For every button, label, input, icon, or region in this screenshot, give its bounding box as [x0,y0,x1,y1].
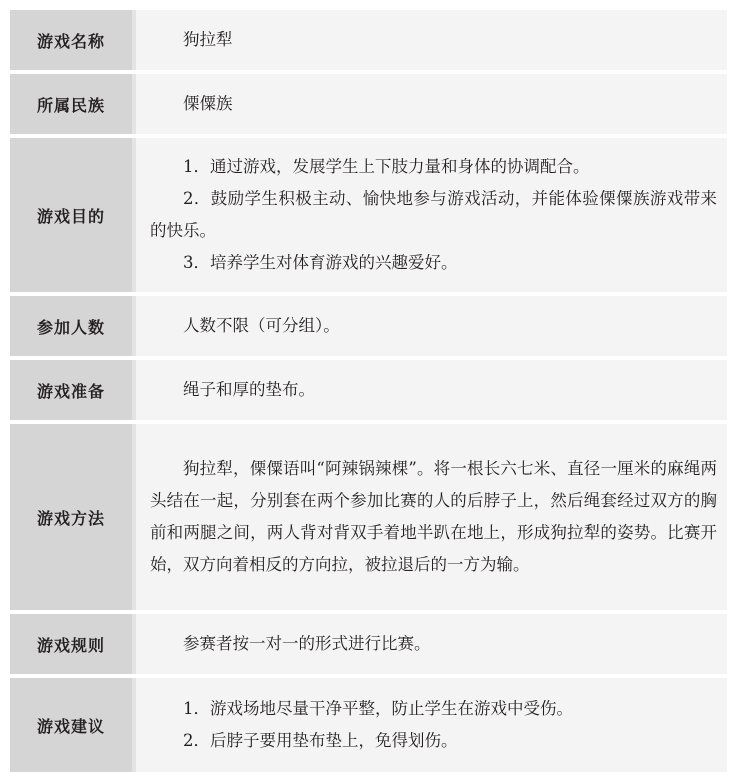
label-participants: 参加人数 [10,296,132,356]
purpose-item-1: 1．通过游戏，发展学生上下肢力量和身体的协调配合。 [183,157,590,176]
suggestion-item-2: 2．后脖子要用垫布垫上，免得划伤。 [183,731,458,750]
label-rules: 游戏规则 [10,614,132,674]
label-game-purpose: 游戏目的 [10,138,132,292]
label-method: 游戏方法 [10,424,132,610]
purpose-item-3: 3．培养学生对体育游戏的兴趣爱好。 [183,253,458,272]
row-game-purpose [10,138,727,292]
label-game-name: 游戏名称 [10,10,132,70]
value-ethnic-group [136,74,727,134]
label-ethnic-group: 所属民族 [10,74,132,134]
method-paragraph: 狗拉犁，傈僳语叫“阿辣锅辣棵”。将一根长六七米、直径一厘米的麻绳两头结在一起，分别套在两个参加比赛的人的后脖子上，然后绳套经过双方的胸前和两腿之间，两人背对背双手着地半趴在地上，形成狗拉犁的姿势。比赛开始，双方向着相反的方向拉，被拉退后的一方为输。 [150,459,717,574]
row-game-name [10,10,727,70]
value-rules [136,614,727,674]
value-suggestions [136,678,727,772]
text-line: 狗拉犁 [183,30,233,49]
row-preparation [10,360,727,420]
value-game-name [136,10,727,70]
row-participants [10,296,727,356]
label-suggestions: 游戏建议 [10,678,132,772]
text-line: 人数不限（可分组）。 [183,316,340,335]
value-preparation [136,360,727,420]
label-preparation: 游戏准备 [10,360,132,420]
row-ethnic-group [10,74,727,134]
text-line: 傈僳族 [183,94,233,113]
value-method [136,424,727,610]
purpose-item-2: 2．鼓励学生积极主动、愉快地参与游戏活动，并能体验傈僳族游戏带来的快乐。 [150,189,717,240]
suggestion-item-1: 1．游戏场地尽量干净平整，防止学生在游戏中受伤。 [183,699,573,718]
text-line: 绳子和厚的垫布。 [183,380,315,399]
text-line: 参赛者按一对一的形式进行比赛。 [183,634,431,653]
row-rules [10,614,727,674]
value-game-purpose [136,138,727,292]
value-participants [136,296,727,356]
row-method [10,424,727,610]
row-suggestions [10,678,727,772]
